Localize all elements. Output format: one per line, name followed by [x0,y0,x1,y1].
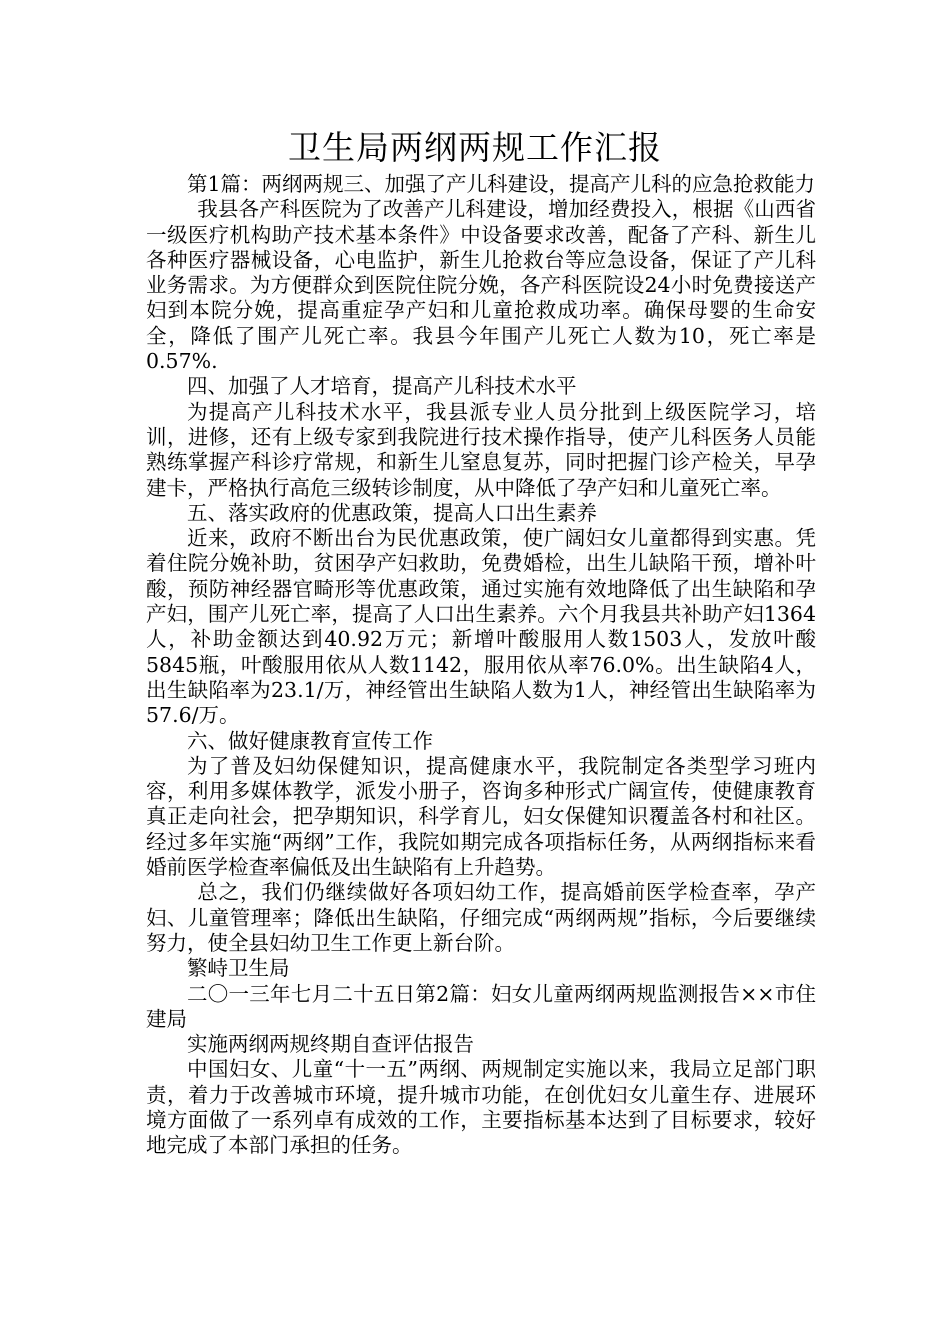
paragraph-report-intro: 中国妇女、儿童“十一五”两纲、两规制定实施以来，我局立足部门职责，着力于改善城市环境，提升城市功能，在创优妇女儿童生存、进展环境方面做了一系列卓有成效的工作，主要指标基本达到了目标要求，较好地完成了本部门承担的任务。 [146,1057,816,1158]
paragraph-section-five-heading: 五、落实政府的优惠政策，提高人口出生素养 [187,500,597,525]
paragraph-summary: 总之，我们仍继续做好各项妇幼工作，提高婚前医学检查率，孕产妇、儿童管理率；降低出生缺陷，仔细完成“两纲两规”指标，今后要继续努力，使全县妇幼卫生工作更上新台阶。 [146,880,816,955]
paragraph-report-title: 实施两纲两规终期自查评估报告 [187,1032,474,1057]
paragraph-equipment: 我县各产科医院为了改善产儿科建设，增加经费投入，根据《山西省一级医疗机构助产技术基本条件》中设备要求改善，配备了产科、新生儿各种医疗器械设备，心电监护，新生儿抢救台等应急设备，保证了产儿科业务需求。为方便群众到医院住院分娩，各产科医院设24小时免费接送产妇到本院分娩，提高重症孕产妇和儿童抢救成功率。确保母婴的生命安全，降低了围产儿死亡率。我县今年围产儿死亡人数为10，死亡率是0.57%. [146,197,816,374]
paragraph-training: 为提高产儿科技术水平，我县派专业人员分批到上级医院学习，培训，进修，还有上级专家到我院进行技术操作指导，使产儿科医务人员能熟练掌握产科诊疗常规，和新生儿窒息复苏，同时把握门诊产检关，早孕建卡，严格执行高危三级转诊制度，从中降低了孕产妇和儿童死亡率。 [146,399,816,500]
paragraph-section-four-heading: 四、加强了人才培育，提高产儿科技术水平 [187,374,577,399]
paragraph-date-and-next-chapter: 二〇一三年七月二十五日第2篇：妇女儿童两纲两规监测报告××市住建局 [146,981,816,1031]
document-body [146,172,816,1159]
paragraph-signature-org: 繁峙卫生局 [187,956,290,981]
paragraph-policy: 近来，政府不断出台为民优惠政策，使广阔妇女儿童都得到实惠。凭着住院分娩补助，贫困孕产妇救助，免费婚检，出生儿缺陷干预，增补叶酸，预防神经器官畸形等优惠政策，通过实施有效地降低了出生缺陷和孕产妇，围产儿死亡率，提高了人口出生素养。六个月我县共补助产妇1364人，补助金额达到40.92万元；新增叶酸服用人数1503人，发放叶酸5845瓶，叶酸服用依从人数1142，服用依从率76.0%。出生缺陷4人，出生缺陷率为23.1/万，神经管出生缺陷人数为1人，神经管出生缺陷率为57.6/万。 [146,526,816,728]
paragraph-section-six-heading: 六、做好健康教育宣传工作 [187,728,433,753]
paragraph-health-education: 为了普及妇幼保健知识，提高健康水平，我院制定各类型学习班内容，利用多媒体教学，派发小册子，咨询多种形式广阔宣传，使健康教育真正走向社会，把孕期知识，科学育儿，妇女保健知识覆盖各村和社区。经过多年实施“两纲”工作，我院如期完成各项指标任务，从两纲指标来看婚前医学检查率偏低及出生缺陷有上升趋势。 [146,753,816,880]
paragraph-chapter-heading: 第1篇：两纲两规三、加强了产儿科建设，提高产儿科的应急抢救能力 [187,172,816,196]
document-title: 卫生局两纲两规工作汇报 [288,128,662,167]
